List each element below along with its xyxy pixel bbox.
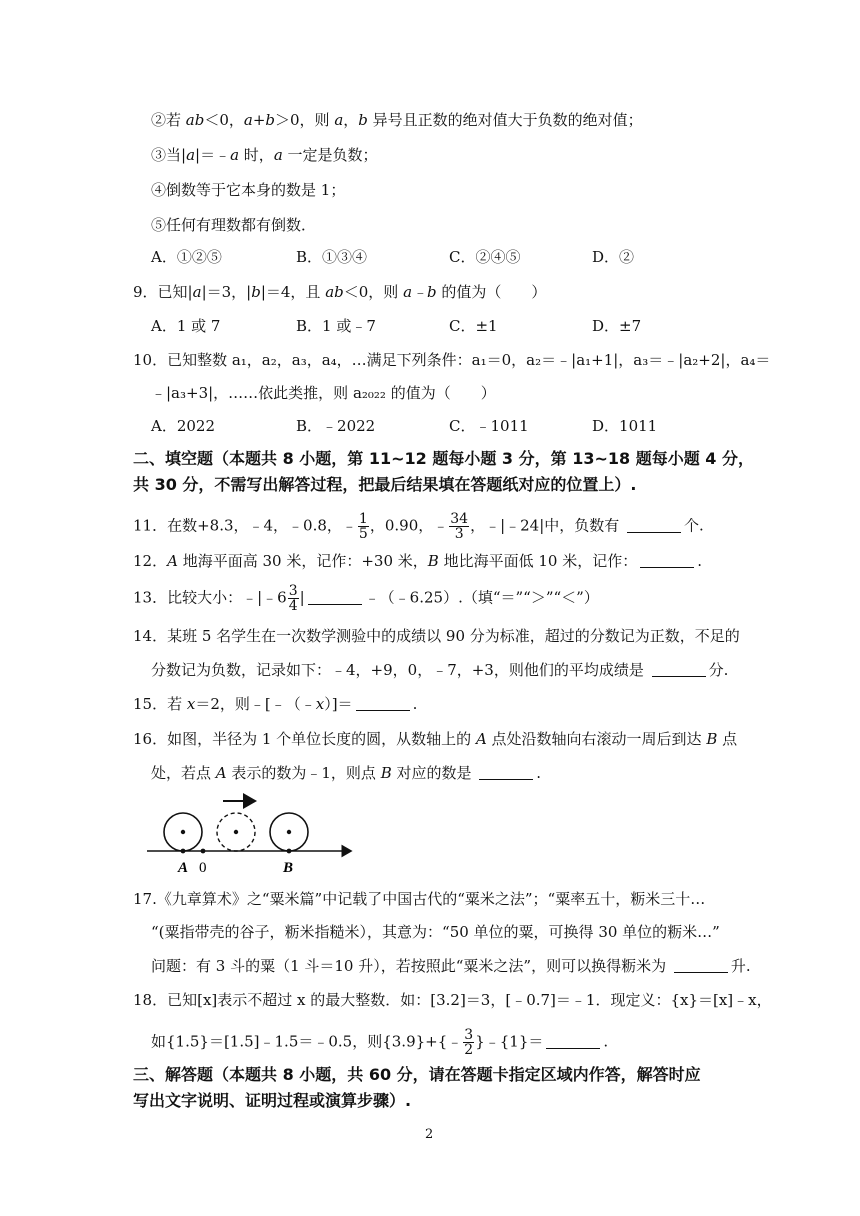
q16-stem-line1: 16．如图，半径为 1 个单位长度的圆，从数轴上的 A 点处沿数轴向右滚动一周后到达 B 点 [133,730,738,748]
page-number: 2 [425,1127,434,1142]
fraction-3-4: $\frac{3}{4}$ [288,583,298,614]
fraction-34-3: $\frac{34}{3}$ [450,511,469,542]
q9-option-a: A．1 或 7 [151,317,221,335]
q10-option-d: D．1011 [592,417,658,435]
q11-stem: 11．在数+8.3，﹣4，﹣0.8，﹣ $\frac{1}{5}$ ，0.90，﹣ $\frac{34}{3}$ ，﹣|﹣24|中，负数有 个. [133,511,704,542]
q18-stem-line1: 18．已知[x]表示不超过 x 的最大整数．如：[3.2]＝3，[﹣0.7]＝﹣1．现定义：{x}＝[x]﹣x， [133,991,772,1009]
answer-blank [479,765,533,780]
q8-option-a: A．①②⑤ [151,248,222,266]
answer-blank [546,1034,600,1049]
q10-option-a: A．2022 [151,417,216,435]
section-3-heading-line2: 写出文字说明、证明过程或演算步骤）. [133,1091,412,1110]
q9-option-d: D．±7 [592,317,642,335]
answer-blank [652,662,706,677]
q8-option-b: B．①③④ [296,248,368,266]
q8-option-d: D．② [592,248,635,266]
answer-blank [640,553,694,568]
point-b [287,849,292,854]
q13-stem: 13．比较大小：﹣|﹣6 $\frac{3}{4}$ | ﹣（﹣6.25）.（填“＝”“＞”“＜”） [133,583,599,614]
q9-option-c: C．±1 [449,317,498,335]
section-2-heading-line1: 二、填空题（本题共 8 小题，第 11~12 题每小题 3 分，第 13~18 题每小题 4 分， [133,449,754,468]
q10-option-b: B．﹣2022 [296,417,376,435]
q18-stem-line2: 如{1.5}＝[1.5]﹣1.5＝﹣0.5，则{3.9}+{﹣ $\frac{3}{2}$ }﹣{1}＝ . [151,1027,609,1058]
section-3-heading-line1: 三、解答题（本题共 8 小题，共 60 分，请在答题卡指定区域内作答，解答时应 [133,1065,701,1084]
q16-stem-line2: 处，若点 A 表示的数为﹣1，则点 B 对应的数是 . [151,764,542,782]
q8-statement-4: ④倒数等于它本身的数是 1； [151,181,346,199]
q17-stem-line3: 问题：有 3 斗的粟（1 斗＝10 升），若按照此“粟米之法”，则可以换得粝米为 升. [151,957,751,975]
q8-statement-5: ⑤任何有理数都有倒数． [151,216,317,234]
point-0 [201,849,206,854]
q10-stem-line1: 10．已知整数 a₁，a₂，a₃，a₄，…满足下列条件：a₁＝0，a₂＝﹣|a₁+1|，a₃＝﹣|a₂+2|，a₄＝ [133,351,771,369]
q8-option-c: C．②④⑤ [449,248,521,266]
label-a: A [178,860,189,876]
answer-blank [627,518,681,533]
q17-stem-line1: 17.《九章算术》之“粟米篇”中记载了中国古代的“粟米之法”；“粟率五十，粝米三十… [133,890,706,908]
q17-stem-line2: “(粟指带壳的谷子，粝米指糙米），其意为：“50 单位的粟，可换得 30 单位的粝米…” [151,923,720,941]
label-b: B [283,860,294,876]
q9-option-b: B．1 或﹣7 [296,317,376,335]
answer-blank [356,696,410,711]
q14-stem-line2: 分数记为负数，记录如下：﹣4，+9，0，﹣7，+3，则他们的平均成绩是 分. [151,661,729,679]
q8-statement-2: ②若 ab＜0，a+b＞0，则 a，b 异号且正数的绝对值大于负数的绝对值； [151,111,643,129]
q9-stem: 9．已知|a|＝3，|b|＝4，且 ab＜0，则 a﹣b 的值为（ ） [133,283,547,301]
label-0: 0 [199,860,207,876]
answer-blank [308,590,362,605]
fraction-3-2: $\frac{3}{2}$ [464,1027,474,1058]
answer-blank [674,958,728,973]
q14-stem-line1: 14．某班 5 名学生在一次数学测验中的成绩以 90 分为标准，超过的分数记为正数，不足的 [133,627,740,645]
q15-stem: 15．若 x＝2，则﹣[﹣（﹣x）]＝ . [133,695,418,713]
rolling-circle-figure [145,790,360,878]
q10-stem-line2: ﹣|a₃+3|，……依此类推，则 a₂₀₂₂ 的值为（ ） [151,384,496,402]
point-a [181,849,186,854]
q8-statement-3: ③当|a|＝﹣a 时，a 一定是负数； [151,146,378,164]
q12-stem: 12．A 地海平面高 30 米，记作：+30 米，B 地比海平面低 10 米，记作： . [133,552,702,570]
q10-option-c: C．﹣1011 [449,417,529,435]
fraction-1-5: $\frac{1}{5}$ [358,511,368,542]
section-2-heading-line2: 共 30 分，不需写出解答过程，把最后结果填在答题纸对应的位置上）. [133,475,637,494]
